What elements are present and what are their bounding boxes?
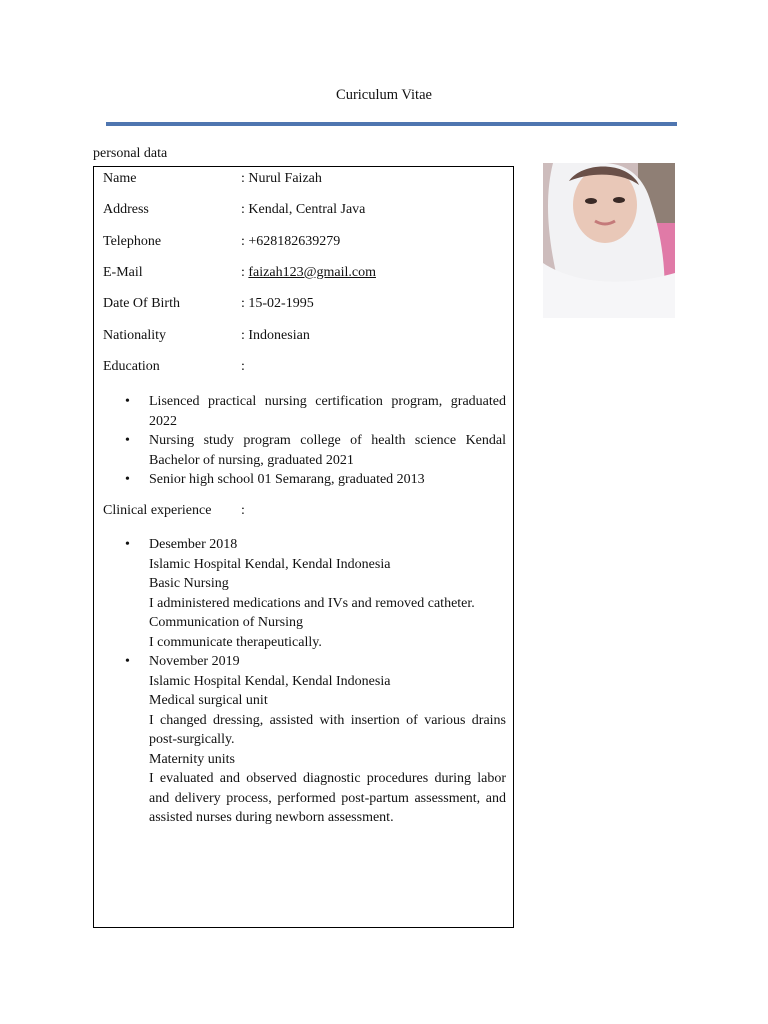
document-title: Curiculum Vitae — [336, 87, 432, 103]
field-telephone-value: : +628182639279 — [241, 234, 341, 249]
education-item: • Nursing study program college of health science Kendal Bachelor of nursing, graduated 2021 — [103, 431, 506, 470]
clinical-item — [103, 535, 506, 652]
title-underline — [106, 122, 677, 126]
field-name-value: : Nurul Faizah — [241, 171, 322, 186]
field-education — [103, 359, 245, 375]
clinical-place: Islamic Hospital Kendal, Kendal Indonesia — [149, 556, 391, 572]
clinical-unit: Medical surgical unit — [149, 693, 268, 708]
field-name — [103, 171, 322, 187]
field-email — [103, 265, 376, 281]
field-dob — [103, 296, 314, 312]
clinical-description: I changed dressing, assisted with insertion of various drains post-surgically. — [149, 712, 506, 747]
clinical-unit: Maternity units — [149, 751, 235, 767]
field-nationality — [103, 328, 310, 344]
clinical-label: Clinical experience — [103, 503, 212, 518]
clinical-item — [103, 652, 506, 828]
education-item: • Lisenced practical nursing certification program, graduated 2022 — [103, 392, 506, 431]
clinical-sep: : — [241, 503, 245, 518]
clinical-date: • Desember 2018 — [149, 537, 238, 552]
education-item: • Senior high school 01 Semarang, graduated 2013 — [103, 470, 506, 490]
field-email-label: E-Mail — [103, 265, 143, 280]
field-telephone — [103, 234, 340, 250]
field-address-value: : Kendal, Central Java — [241, 202, 366, 217]
field-telephone-label: Telephone — [103, 234, 162, 249]
clinical-place: Islamic Hospital Kendal, Kendal Indonesia — [149, 673, 391, 689]
clinical-description: I administered medications and IVs and removed catheter. — [149, 595, 475, 611]
section-label: personal data — [93, 146, 168, 161]
field-dob-value: : 15-02-1995 — [241, 296, 314, 311]
clinical-date: • November 2019 — [149, 654, 240, 669]
field-nationality-value: : Indonesian — [241, 328, 310, 343]
field-education-value: : — [241, 359, 245, 374]
email-link[interactable]: faizah123@gmail.com — [248, 265, 376, 280]
field-name-label: Name — [103, 171, 137, 186]
field-dob-label: Date Of Birth — [103, 296, 180, 311]
clinical-heading — [103, 503, 245, 519]
field-nationality-label: Nationality — [103, 328, 166, 343]
clinical-description: I communicate therapeutically. — [149, 634, 322, 650]
field-address — [103, 202, 365, 218]
clinical-unit: Communication of Nursing — [149, 615, 303, 630]
portrait-image — [543, 163, 675, 318]
clinical-unit: Basic Nursing — [149, 576, 229, 591]
field-address-label: Address — [103, 202, 149, 217]
field-email-sep: : — [241, 265, 249, 280]
education-list — [103, 392, 506, 490]
clinical-description: I evaluated and observed diagnostic procedures during labor and delivery process, performed post-partum assessment, and assisted nurses during newborn assessment. — [149, 771, 506, 825]
profile-photo — [543, 163, 675, 318]
field-education-label: Education — [103, 359, 160, 374]
clinical-list — [103, 535, 506, 828]
